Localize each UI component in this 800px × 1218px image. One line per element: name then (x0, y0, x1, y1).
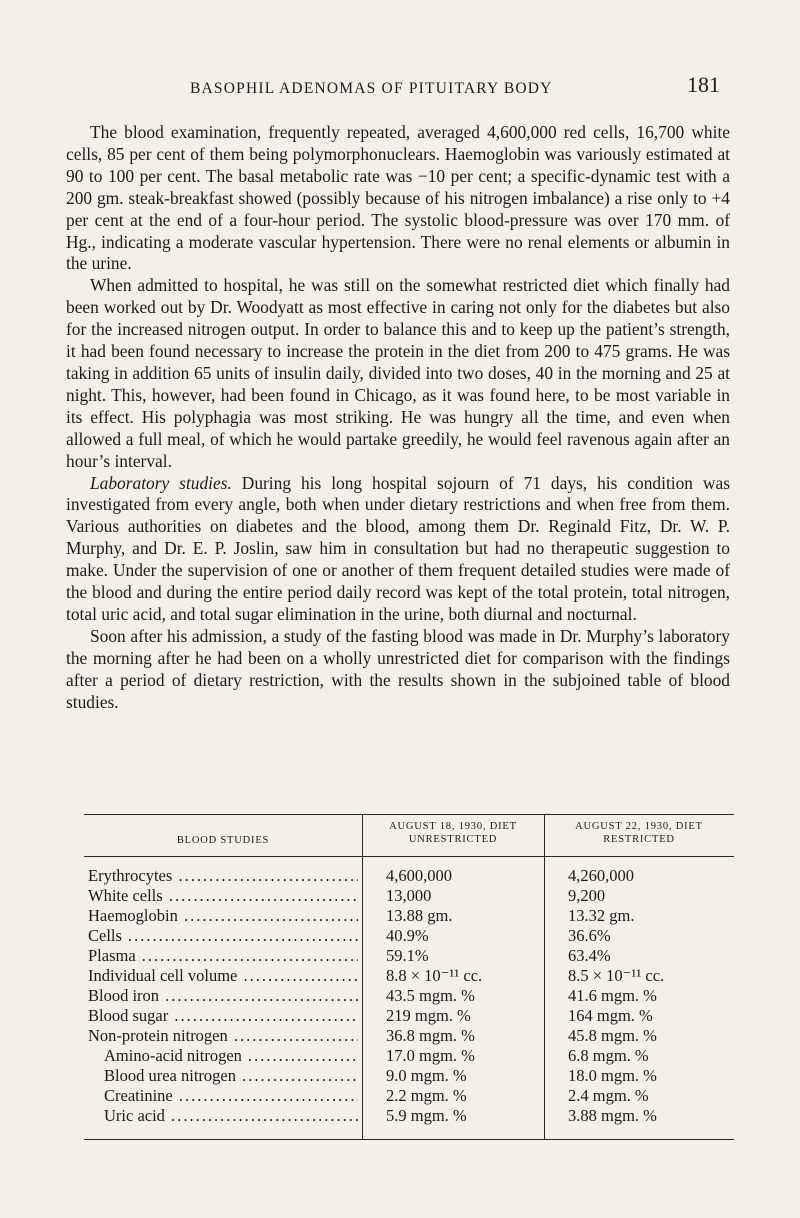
table-row (84, 1086, 734, 1106)
value-unrestricted: 9.0 mgm. % (386, 1066, 467, 1085)
row-label: Blood urea nitrogen ..... (104, 1066, 358, 1086)
value-restricted: 9,200 (568, 886, 606, 905)
row-label: White cells ..... (88, 886, 358, 906)
running-title: BASOPHIL ADENOMAS OF PITUITARY BODY (190, 80, 553, 97)
value-restricted: 63.4% (568, 946, 611, 965)
row-label: Erythrocytes ..... (88, 866, 358, 886)
value-unrestricted: 2.2 mgm. % (386, 1086, 467, 1105)
value-restricted: 2.4 mgm. % (568, 1086, 649, 1105)
value-restricted: 41.6 mgm. % (568, 986, 657, 1005)
table-bottom-rule (84, 1139, 734, 1140)
value-unrestricted: 5.9 mgm. % (386, 1106, 467, 1125)
value-restricted: 164 mgm. % (568, 1006, 653, 1025)
value-unrestricted: 36.8 mgm. % (386, 1026, 475, 1045)
paragraph-fasting-blood: Soon after his admission, a study of the fasting blood was made in Dr. Murphy’s laboratory the morning after he had been on a wholly unrestricted diet for comparison with the findings after a period of dietary restriction, with the results shown in the subjoined table of blood studies. (66, 625, 730, 712)
table-row (84, 1026, 734, 1046)
column-header-restricted: AUGUST 22, 1930, DIET RESTRICTED (575, 821, 703, 845)
run-in-heading: Laboratory studies. (90, 472, 232, 493)
table-body (84, 866, 734, 1126)
table-row (84, 906, 734, 926)
value-unrestricted: 13,000 (386, 886, 432, 905)
paragraph-laboratory-text: During his long hospital sojourn of 71 days, his condition was investigated from every angle, both when under dietary restrictions and when free from them. Various authorities on diabetes and the blood, among them Dr. Reginald Fitz, Dr. W. P. Murphy, and Dr. E. P. Joslin, saw him in consultation but had no therapeutic suggestion to make. Under the supervision of one or another of them frequent detailed studies were made of the blood and during the entire period daily record was kept of the total protein, total nitrogen, total uric acid, and total sugar elimination in the urine, both diurnal and nocturnal. (66, 472, 730, 624)
table-row (84, 926, 734, 946)
column-header-blood-studies: BLOOD STUDIES (176, 835, 270, 846)
row-label: Creatinine ..... (104, 1086, 358, 1106)
value-restricted: 36.6% (568, 926, 611, 945)
table-row (84, 866, 734, 886)
value-unrestricted: 43.5 mgm. % (386, 986, 475, 1005)
value-unrestricted: 4,600,000 (386, 866, 452, 885)
running-head (190, 70, 720, 104)
page-number: 181 (687, 72, 720, 97)
value-unrestricted: 40.9% (386, 926, 429, 945)
paragraph-blood-examination: The blood examination, frequently repeated, averaged 4,600,000 red cells, 16,700 white cells, 85 per cent of them being polymorphonuclears. Haemoglobin was variously estimated at 90 to 100 per cent. The basal metabolic rate was −10 per cent; a specific-dynamic test with a 200 gm. steak-breakfast showed (possibly because of his nitrogen imbalance) a rise only to +4 per cent at the end of a four-hour period. The systolic blood-pressure was over 170 mm. of Hg., indicating a moderate vascular hypertension. There were no renal elements or albumin in the urine. (66, 122, 730, 274)
value-restricted: 3.88 mgm. % (568, 1106, 657, 1125)
table-head-rule (84, 856, 734, 857)
row-label: Uric acid ..... (104, 1106, 358, 1126)
value-unrestricted: 59.1% (386, 946, 429, 965)
value-restricted: 8.5 × 10⁻¹¹ cc. (568, 966, 665, 985)
row-label: Cells ..... (88, 926, 358, 946)
table-row (84, 1046, 734, 1066)
table-top-rule (84, 814, 734, 815)
body-text (66, 122, 730, 713)
value-restricted: 18.0 mgm. % (568, 1066, 657, 1085)
value-unrestricted: 8.8 × 10⁻¹¹ cc. (386, 966, 483, 985)
row-label: Individual cell volume ..... (88, 966, 358, 986)
value-unrestricted: 219 mgm. % (386, 1006, 471, 1025)
value-restricted: 45.8 mgm. % (568, 1026, 657, 1045)
row-label: Amino-acid nitrogen ..... (104, 1046, 358, 1066)
table-row (84, 946, 734, 966)
column-header-unrestricted: AUGUST 18, 1930, DIET UNRESTRICTED (389, 821, 517, 845)
paragraph-admission-diet: When admitted to hospital, he was still on the somewhat restricted diet which finally had been worked out by Dr. Woodyatt as most effective in caring not only for the diabetes but also for the increased nitrogen output. In order to balance this and to keep up the patient’s strength, it had been found necessary to increase the protein in the diet from 200 to 475 grams. He was taking in addition 65 units of insulin daily, divided into two doses, 40 in the morning and 25 at night. This, however, had been found in Chicago, as it was found here, to be most variable in its effect. His polyphagia was most striking. He was hungry all the time, and even when allowed a full meal, of which he would partake greedily, he would feel ravenous again after an hour’s interval. (66, 275, 730, 471)
blood-studies-table (84, 814, 734, 1140)
table-row (84, 986, 734, 1006)
row-label: Blood iron ..... (88, 986, 358, 1006)
value-unrestricted: 17.0 mgm. % (386, 1046, 475, 1065)
value-restricted: 4,260,000 (568, 866, 634, 885)
value-restricted: 6.8 mgm. % (568, 1046, 649, 1065)
table-row (84, 1106, 734, 1126)
row-label: Plasma ..... (88, 946, 358, 966)
value-unrestricted: 13.88 gm. (386, 906, 453, 925)
table-row (84, 1006, 734, 1026)
row-label: Blood sugar ..... (88, 1006, 358, 1026)
row-label: Haemoglobin ..... (88, 906, 358, 926)
table-row (84, 966, 734, 986)
table-row (84, 1066, 734, 1086)
row-label: Non-protein nitrogen ..... (88, 1026, 358, 1046)
table-row (84, 886, 734, 906)
value-restricted: 13.32 gm. (568, 906, 635, 925)
paragraph-laboratory-studies (66, 473, 730, 626)
